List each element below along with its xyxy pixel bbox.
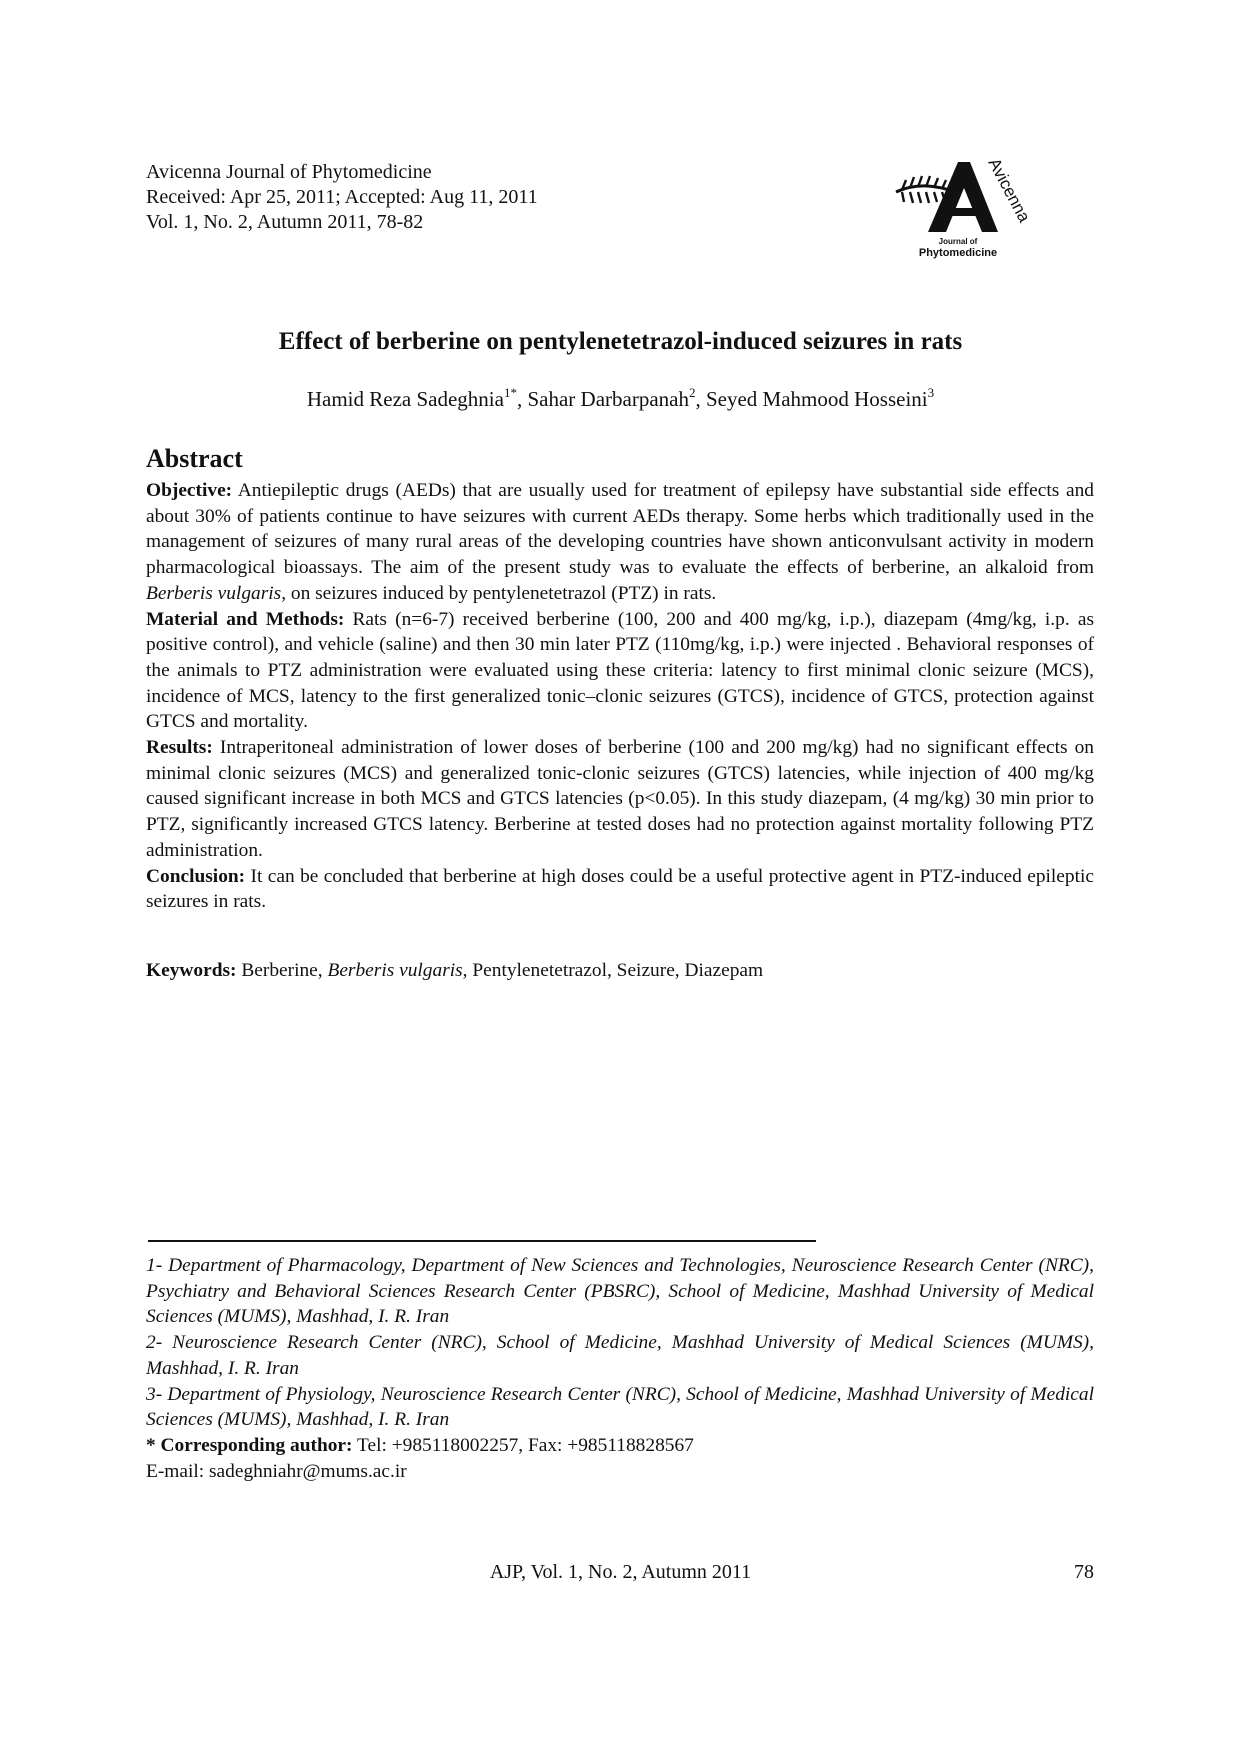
objective-text: Antiepileptic drugs (AEDs) that are usually used for treatment of epilepsy have substantial side effects and about 30% of patients continue to have seizures with current AEDs therapy. Some herbs which traditionally used in the management of seizures of many rural areas of the developing countries have shown anticonvulsant activity in modern pharmacological bioassays. The aim of the present study was to evaluate the effects of berberine, an alkaloid from [146,480,1094,579]
methods-text: Rats (n=6-7) received berberine (100, 200 and 400 mg/kg, i.p.), diazepam (4mg/kg, i.p. as positive control), and vehicle (saline) and then 30 min later PTZ (110mg/kg, i.p.) were injected . Behavioral responses of the animals to PTZ administration were evaluated using these criteria: latency to first minimal clonic seizure (MCS), incidence of MCS, latency to the first generalized tonic–clonic seizures (GTCS), incidence of GTCS, protection against GTCS and mortality. [146,608,1095,733]
conclusion-label: Conclusion: [146,865,246,887]
logo-avicenna-text: Avicenna [984,154,1034,226]
logo-a-crossbar [948,208,982,216]
logo-journal-of-text: Journal of [938,237,978,246]
logo-phytomedicine-text: Phytomedicine [918,247,998,259]
affiliation-2: 2- Neuroscience Research Center (NRC), School of Medicine, Mashhad University of Medical Sciences (MUMS), Mashhad, I. R. Iran [146,1332,1094,1379]
keywords-label: Keywords: [146,960,237,981]
objective-label: Objective: [146,480,233,501]
author-affiliation-mark: 3 [927,385,935,400]
logo-letter-a-shape [928,162,998,232]
author-separator: , [516,387,528,411]
author-name: Sahar Darbarpanah [527,387,689,411]
corresponding-label: * Corresponding author: [146,1434,353,1456]
corresponding-contact: Tel: +985118002257, Fax: +985118828567 [352,1434,694,1456]
methods-paragraph [146,607,1094,736]
abstract-body [146,478,1094,915]
results-text: Intraperitoneal administration of lower doses of berberine (100 and 200 mg/kg) had no significant effects on minimal clonic seizures (MCS) and generalized tonic-clonic seizures (GTCS) latencies, while injection of 400 mg/kg caused significant increase in both MCS and GTCS latencies (p<0.05). In this study diazepam, (4 mg/kg) 30 min prior to PTZ, significantly increased GTCS latency. Berberine at tested doses had no protection against mortality following PTZ administration. [146,737,1094,861]
author-name: Seyed Mahmood Hosseini [705,387,928,411]
page-number: 78 [1074,1561,1094,1583]
corresponding-author [146,1433,1094,1459]
abstract-heading: Abstract [146,444,243,473]
keywords-text: Berberine, [236,960,328,981]
author-separator: , [695,387,706,411]
corresponding-email: E-mail: sadeghniahr@mums.ac.ir [146,1460,407,1482]
footer-journal-ref: AJP, Vol. 1, No. 2, Autumn 2011 [489,1561,752,1583]
keywords-line [146,958,1094,984]
objective-paragraph [146,478,1094,607]
author-affiliation-mark: 2 [688,385,696,400]
objective-text-end: , on seizures induced by pentylenetetrazol (PTZ) in rats. [281,582,717,604]
affiliation-3: 3- Department of Physiology, Neuroscience Research Center (NRC), School of Medicine, Mashhad University of Medical Sciences (MUMS), Mashhad, I. R. Iran [146,1383,1094,1431]
affiliation-1: 1- Department of Pharmacology, Department of New Sciences and Technologies, Neuroscience Research Center (NRC), Psychiatry and Behavioral Sciences Research Center (PBSRC), School of Medicine, Mashhad University of Medical Sciences (MUMS), Mashhad, I. R. Iran [146,1255,1094,1328]
objective-species-name: Berberis vulgaris [146,582,282,604]
paper-title: Effect of berberine on pentylenetetrazol-induced seizures in rats [278,328,963,355]
conclusion-paragraph [146,864,1094,915]
methods-label: Material and Methods: [146,608,345,630]
author-name: Hamid Reza Sadeghnia [306,387,504,411]
journal-logo [888,152,1034,262]
results-paragraph [146,735,1094,864]
footnote-divider [148,1240,816,1242]
journal-name: Avicenna Journal of Phytomedicine [146,161,432,183]
results-label: Results: [146,737,213,759]
received-accepted-dates: Received: Apr 25, 2011; Accepted: Aug 11, 2011 [146,186,538,208]
author-affiliation-mark: 1* [503,385,517,400]
journal-header [146,160,538,235]
conclusion-text: It can be concluded that berberine at high doses could be a useful protective agent in PTZ-induced epileptic seizures in rats. [146,865,1094,913]
author-list [0,387,1241,412]
footnotes [146,1253,1094,1484]
keywords-species-name: Berberis vulgaris [327,960,463,981]
keywords-text-end: , Pentylenetetrazol, Seizure, Diazepam [462,960,764,981]
volume-info: Vol. 1, No. 2, Autumn 2011, 78-82 [146,211,424,233]
